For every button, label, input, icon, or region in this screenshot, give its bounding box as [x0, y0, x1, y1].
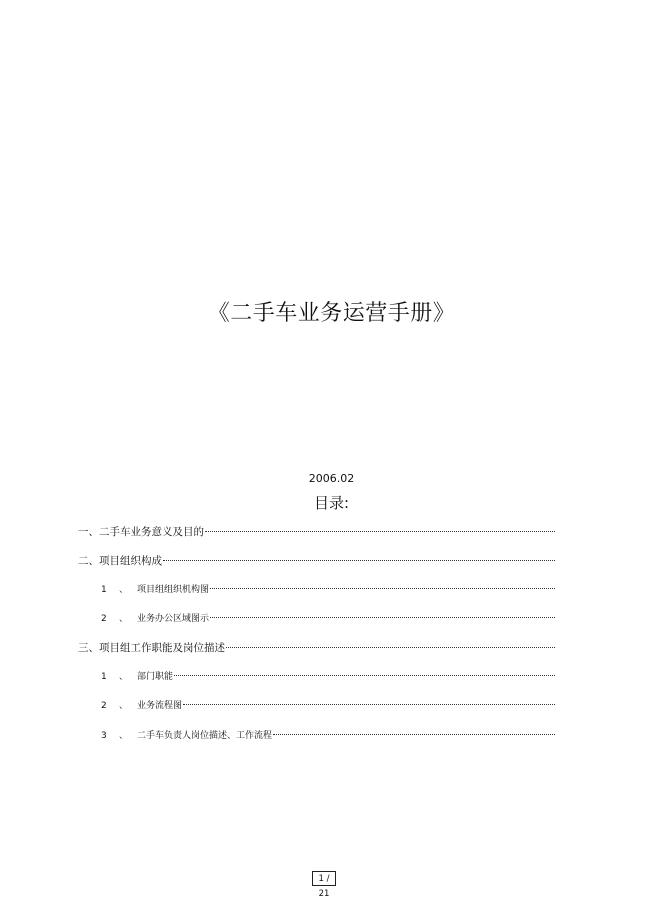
toc-entry-separator: 、 [119, 614, 129, 624]
toc-entry-text: 业务办公区域图示 [137, 614, 210, 624]
toc-entry-text: 部门职能 [137, 672, 174, 682]
toc-entry-number: 二 [78, 555, 89, 567]
toc-entry-text: 项目组组织机构图 [137, 585, 210, 595]
page-number-indicator: 1 / 21 [312, 871, 336, 886]
toc-entry-separator: 、 [119, 701, 129, 711]
toc-dot-leader [183, 704, 555, 705]
toc-entry-text: 项目组工作职能及岗位描述 [99, 642, 225, 654]
toc-entry-text: 项目组织构成 [99, 555, 162, 567]
toc-entry-separator: 、 [119, 585, 129, 595]
document-date: 2006.02 [308, 472, 355, 485]
toc-dot-leader [273, 734, 555, 735]
toc-entry-number: 1 [101, 672, 107, 682]
toc-entry-2-1[interactable] [101, 582, 555, 598]
toc-entry-number: 3 [101, 731, 107, 741]
toc-entry-separator: 、 [88, 526, 99, 538]
toc-entry-3[interactable] [78, 640, 555, 656]
toc-entry-3-1[interactable] [101, 669, 555, 685]
toc-entry-number: 一 [78, 526, 89, 538]
toc-entry-3-2[interactable] [101, 698, 555, 714]
toc-dot-leader [210, 588, 555, 589]
toc-entry-number: 三 [78, 642, 89, 654]
toc-dot-leader [174, 675, 555, 676]
toc-entry-text: 二手车业务意义及目的 [99, 526, 204, 538]
toc-dot-leader [226, 647, 555, 648]
toc-entry-2[interactable] [78, 553, 555, 569]
toc-entry-separator: 、 [119, 672, 129, 682]
toc-entry-number: 1 [101, 585, 107, 595]
toc-entry-3-3[interactable] [101, 728, 555, 744]
toc-dot-leader [163, 560, 555, 561]
toc-entry-number: 2 [101, 614, 107, 624]
toc-entry-separator: 、 [88, 642, 99, 654]
toc-dot-leader [210, 617, 555, 618]
toc-entry-1[interactable] [78, 524, 555, 540]
toc-entry-separator: 、 [88, 555, 99, 567]
toc-heading: 目录: [313, 494, 350, 512]
toc-entry-number: 2 [101, 701, 107, 711]
toc-entry-2-2[interactable] [101, 611, 555, 627]
document-title: 《二手车业务运营手册》 [207, 301, 456, 326]
toc-entry-separator: 、 [119, 731, 129, 741]
toc-entry-text: 二手车负责人岗位描述、工作流程 [137, 731, 273, 741]
toc-entry-text: 业务流程图 [137, 701, 183, 711]
toc-dot-leader [205, 531, 555, 532]
